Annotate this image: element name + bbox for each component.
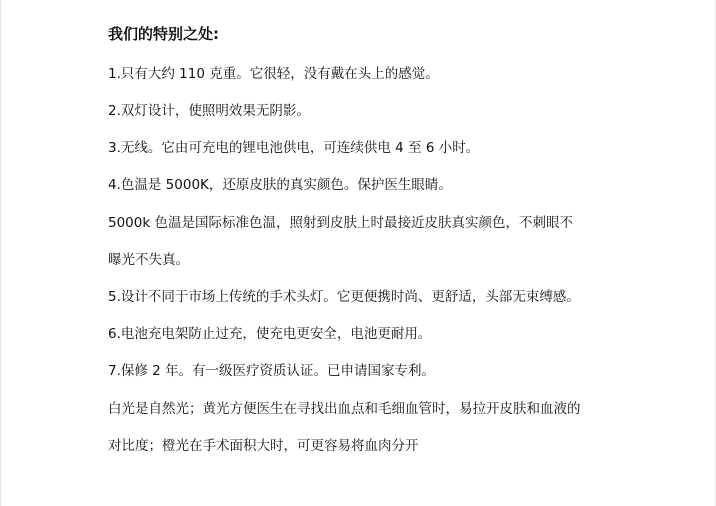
section-title: 我们的特别之处: [108,25,219,43]
text-line-10: 白光是自然光；黄光方便医生在寻找出血点和毛细血管时，易拉开皮肤和血液的 [108,401,581,417]
text-line-8: 6.电池充电架防止过充，使充电更安全，电池更耐用。 [108,326,432,342]
text-line-2: 2.双灯设计，使照明效果无阴影。 [108,103,310,119]
text-line-9: 7.保修 2 年。有一级医疗资质认证。已申请国家专利。 [108,363,436,379]
text-line-11: 对比度；橙光在手术面积大时，可更容易将血肉分开 [108,438,419,454]
text-line-3: 3.无线。它由可充电的锂电池供电，可连续供电 4 至 6 小时。 [108,140,480,156]
document-content [108,24,688,454]
text-line-1: 1.只有大约 110 克重。它很轻，没有戴在头上的感觉。 [108,66,439,82]
text-line-5: 5000k 色温是国际标准色温，照射到皮肤上时最接近皮肤真实颜色，不刺眼不 [108,215,573,231]
text-line-4: 4.色温是 5000K，还原皮肤的真实颜色。保护医生眼睛。 [108,177,452,193]
text-line-6: 曝光不失真。 [108,252,189,268]
text-line-7: 5.设计不同于市场上传统的手术头灯。它更便携时尚、更舒适，头部无束缚感。 [108,289,580,305]
